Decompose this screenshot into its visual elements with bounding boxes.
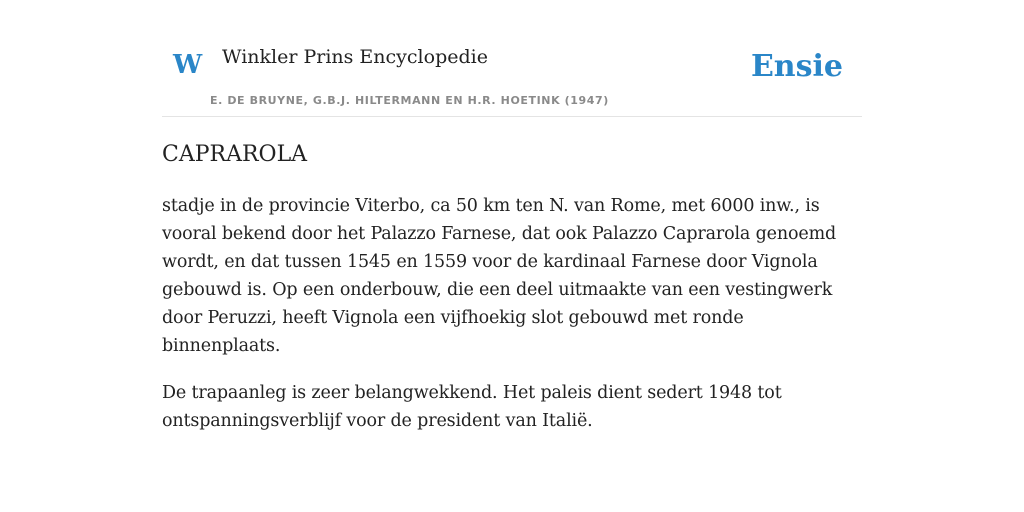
header <box>162 0 862 117</box>
book-logo[interactable]: W <box>173 50 203 80</box>
entry-content <box>162 140 862 454</box>
book-authors: E. DE BRUYNE, G.B.J. HILTERMANN EN H.R. HOETINK (1947) <box>210 94 609 107</box>
ensie-logo-link[interactable]: Ensie <box>750 49 843 84</box>
entry-title: CAPRAROLA <box>162 142 308 167</box>
entry-paragraph: stadje in de provincie Viterbo, ca 50 km ten N. van Rome, met 6000 inw., is vooral bekend door het Palazzo Farnese, dat ook Palazzo Caprarola genoemd wordt, en dat tussen 1545 en 1559 voor de kardinaal Farnese door Vignola gebouwd is. Op een onderbouw, die een deel uitmaakte van een vestingwerk door Peruzzi, heeft Vignola een vijfhoekig slot gebouwd met ronde binnenplaats. <box>162 196 837 356</box>
entry-paragraph: De trapaanleg is zeer belangwekkend. Het paleis dient sedert 1948 tot ontspanningsverblijf voor de president van Italië. <box>162 383 782 431</box>
book-title: Winkler Prins Encyclopedie <box>222 46 488 68</box>
